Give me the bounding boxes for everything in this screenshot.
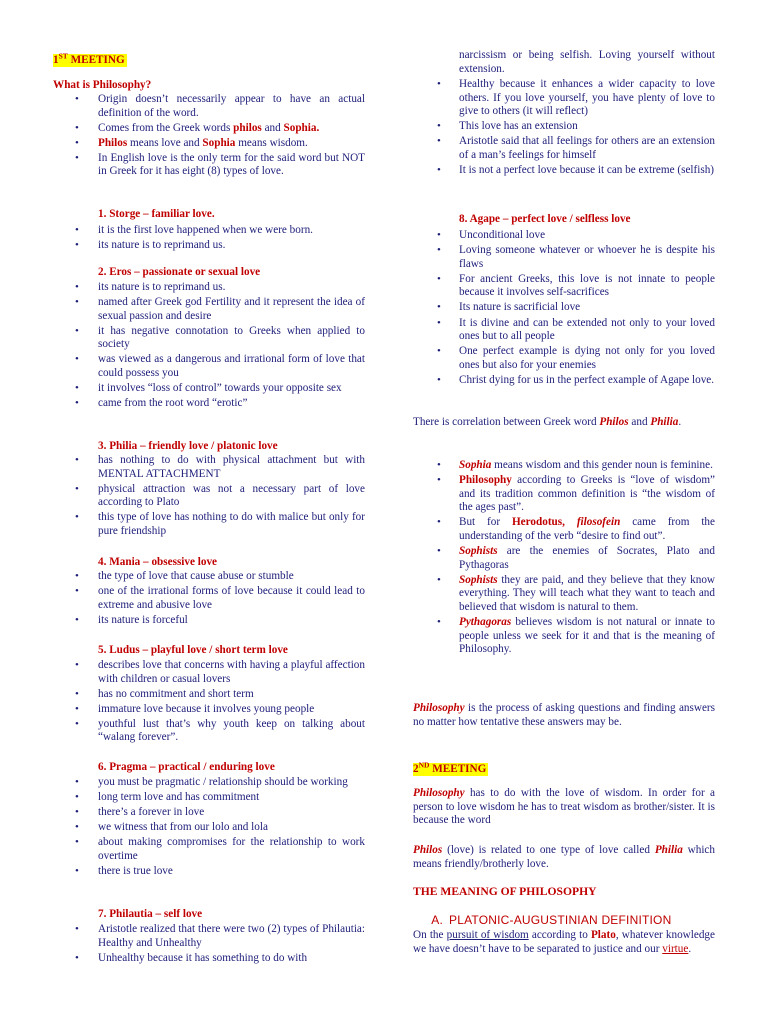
text-run: which means friendly/brotherly love.	[413, 844, 715, 870]
text-run: (love) is related to one type of love called	[442, 844, 655, 856]
terms-list	[413, 459, 715, 658]
list-item: • Unconditional love	[413, 229, 715, 243]
text-run: On the	[413, 929, 447, 941]
text-run: virtue	[662, 942, 689, 955]
text-run: There is correlation between Greek word	[413, 416, 600, 428]
list-item: • we witness that from our lolo and lola	[53, 821, 365, 835]
meeting2-paragraph-2	[413, 844, 715, 871]
text-run: Philosophy	[413, 787, 465, 799]
list-item: • Loving someone whatever or whoever he is despite his flaws	[413, 244, 715, 271]
plato-paragraph	[413, 929, 715, 956]
text-run: believes wisdom is not natural or innate to people unless we seek for it and that is the meaning of Philosophy.	[459, 616, 715, 656]
list-item	[413, 516, 715, 543]
list-item: • Aristotle realized that there were two (2) types of Philautia: Healthy and Unhealthy	[53, 923, 365, 950]
list-item: • this type of love has nothing to do with malice but only for pure friendship	[53, 511, 365, 538]
continued-text: narcissism or being selfish. Loving yourself without extension.	[459, 49, 715, 75]
platonic-augustinian-subheading: A. PLATONIC-AUGUSTINIAN DEFINITION	[431, 913, 672, 927]
text-run: filosofein	[576, 516, 621, 529]
list-item: • Aristotle said that all feelings for others are an extension of a man’s feelings for himself	[413, 135, 715, 162]
list-item: • one of the irrational forms of love because it could lead to extreme and abusive love	[53, 585, 365, 612]
list-item: • has no commitment and short term	[53, 688, 365, 702]
text-run: means wisdom.	[235, 136, 308, 149]
text-run: Plato	[590, 929, 616, 941]
text-run: Philia	[650, 416, 679, 428]
meaning-of-philosophy-title: THE MEANING OF PHILOSOPHY	[413, 885, 597, 898]
list-item: • One perfect example is dying not only for you loved ones but also for your enemies	[413, 345, 715, 372]
list-item: • describes love that concerns with having a playful affection with children or casual lovers	[53, 659, 365, 686]
list-item: • you must be pragmatic / relationship should be working	[53, 776, 365, 790]
text-run: and	[628, 416, 651, 428]
love-type-title: 4. Mania – obsessive love	[98, 556, 218, 568]
text-run: pursuit of wisdom	[446, 929, 529, 941]
text-run: means wisdom and this gender noun is feminine.	[491, 459, 713, 471]
love-type-list	[53, 659, 365, 747]
text-run: philos	[233, 121, 262, 134]
list-item	[413, 616, 715, 657]
philosophy-definition	[413, 702, 715, 729]
list-item	[53, 93, 365, 120]
text-run: Pythagoras	[459, 616, 512, 629]
meeting-badge: 1ST MEETING	[53, 51, 125, 66]
intro-list	[53, 93, 365, 181]
list-item	[53, 152, 365, 179]
list-item: • physical attraction was not a necessary part of love according to Plato	[53, 483, 365, 510]
text-run: In English love is the only term for the said word but NOT in Greek for it has eight (8) types of love.	[98, 151, 365, 178]
text-run: according to	[528, 929, 591, 941]
list-item: • it is the first love happened when we were born.	[53, 224, 365, 238]
love-type-list	[53, 776, 365, 880]
love-type-title: 1. Storge – familiar love.	[98, 208, 215, 220]
list-item: • its nature is to reprimand us.	[53, 281, 365, 295]
text-run: Origin doesn’t necessarily appear to have an actual definition of the word.	[98, 93, 365, 119]
love-type-title: 5. Ludus – playful love / short term love	[98, 644, 288, 656]
list-item: • This love has an extension	[413, 120, 715, 134]
list-item: • youthful lust that’s why youth keep on talking about “walang forever”.	[53, 718, 365, 745]
text-run: Philosophy	[413, 702, 465, 714]
love-type-list	[53, 570, 365, 629]
list-item: • It is not a perfect love because it can be extreme (selfish)	[413, 164, 715, 178]
list-item	[413, 474, 715, 515]
text-run: Philos	[413, 844, 443, 856]
list-item: • there is true love	[53, 865, 365, 879]
text-run: according to Greeks is “love of wisdom” and its tradition common definition is “the wisdom of the ages past”.	[459, 474, 715, 514]
list-item: • Unhealthy because it has something to do with	[53, 952, 365, 966]
list-item: • the type of love that cause abuse or stumble	[53, 570, 365, 584]
philautia-continued-list	[413, 78, 715, 179]
list-item: • its nature is to reprimand us.	[53, 239, 365, 253]
list-item	[53, 122, 365, 136]
love-type-title: 3. Philia – friendly love / platonic love	[98, 440, 278, 452]
meeting-badge-2: 2ND MEETING	[413, 760, 487, 775]
list-item: • For ancient Greeks, this love is not innate to people because it involves self-sacrifices	[413, 273, 715, 300]
text-run: Sophia	[202, 136, 236, 149]
list-item: • immature love because it involves young people	[53, 703, 365, 717]
second-meeting-heading	[413, 758, 715, 776]
text-run: .	[688, 942, 692, 955]
list-item	[53, 137, 365, 151]
list-item: • it involves “loss of control” towards your opposite sex	[53, 382, 365, 396]
text-run: Philos	[98, 136, 128, 149]
list-item: • its nature is forceful	[53, 614, 365, 628]
text-run: came from the understanding of the verb “desire to find out”.	[459, 516, 715, 542]
list-item: • Its nature is sacrificial love	[413, 301, 715, 315]
text-run: they are paid, and they believe that they know everything. They will teach what they want to teach and believed that wisdom is natural to them.	[459, 573, 715, 613]
list-item	[413, 545, 715, 572]
list-item: • about making compromises for the relationship to work overtime	[53, 836, 365, 863]
text-run: Sophists	[459, 545, 498, 558]
text-run: .	[678, 416, 682, 428]
text-run: But for	[459, 516, 512, 529]
text-run: and	[261, 121, 284, 134]
list-item: • It is divine and can be extended not only to your loved ones but to all people	[413, 317, 715, 344]
list-item	[413, 574, 715, 615]
text-run: Sophists	[459, 573, 498, 586]
agape-list	[413, 229, 715, 389]
list-item: • Christ dying for us in the perfect example of Agape love.	[413, 374, 715, 388]
text-run: Sophia	[459, 459, 492, 471]
section-question: What is Philosophy?	[53, 79, 152, 91]
love-type-title: 2. Eros – passionate or sexual love	[98, 266, 261, 278]
text-run: Herodotus,	[511, 516, 577, 529]
text-run: are the enemies of Socrates, Plato and Pythagoras	[459, 545, 715, 571]
text-run: Philos	[599, 416, 629, 428]
list-item: • there’s a forever in love	[53, 806, 365, 820]
text-run: is the process of asking questions and finding answers no matter how tentative these answers may be.	[413, 702, 715, 728]
first-meeting-heading	[53, 49, 365, 67]
love-type-list	[53, 923, 365, 967]
list-item: • named after Greek god Fertility and it represent the idea of sexual passion and desire	[53, 296, 365, 323]
list-item: • it has negative connotation to Greeks when applied to society	[53, 325, 365, 352]
text-run: means love and	[127, 136, 203, 149]
list-item: • has nothing to do with physical attachment but with MENTAL ATTACHMENT	[53, 454, 365, 481]
love-type-title: 6. Pragma – practical / enduring love	[98, 761, 275, 773]
love-type-list	[53, 454, 365, 540]
love-type-list	[53, 281, 365, 412]
list-item: • was viewed as a dangerous and irrational form of love that could possess you	[53, 353, 365, 380]
love-type-list	[53, 224, 365, 254]
love-type-title: 7. Philautia – self love	[98, 908, 203, 920]
list-item: • came from the root word “erotic”	[53, 397, 365, 411]
text-run: , whatever knowledge we have doesn’t have to be separated to justice and our	[413, 929, 715, 955]
text-run: has to do with the love of wisdom. In order for a person to love wisdom he has to treat wisdom as brother/sister. It is because the word	[413, 787, 715, 827]
list-item: • long term love and has commitment	[53, 791, 365, 805]
meeting2-paragraph-1	[413, 787, 715, 828]
text-run: Philosophy	[459, 474, 512, 487]
agape-title: 8. Agape – perfect love / selfless love	[459, 213, 631, 225]
list-item	[413, 459, 715, 473]
correlation-paragraph	[413, 416, 715, 430]
text-run: Comes from the Greek words	[98, 121, 234, 134]
text-run: Sophia.	[283, 121, 320, 134]
list-item: • Healthy because it enhances a wider capacity to love others. If you love yourself, you have plenty of love to give to others (it will reflect)	[413, 78, 715, 119]
text-run: Philia	[654, 844, 683, 856]
